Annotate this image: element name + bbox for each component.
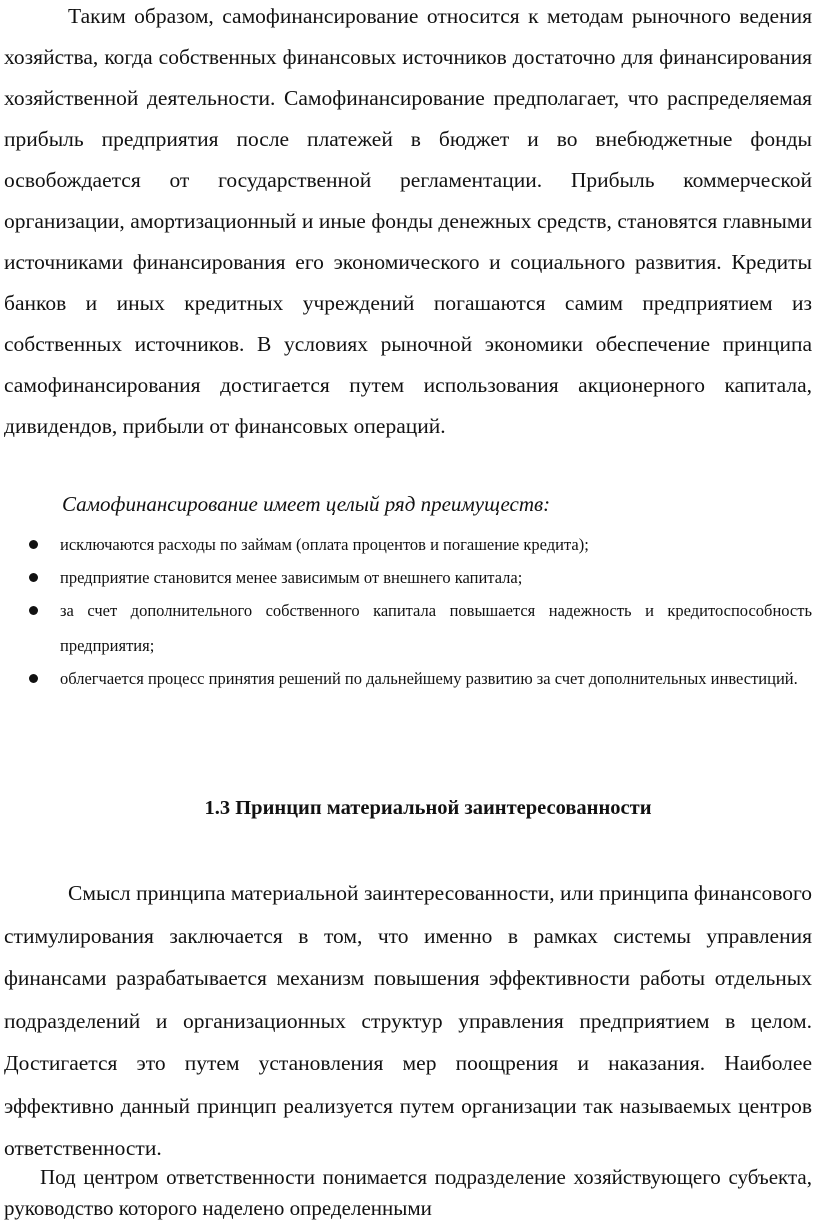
list-item <box>0 661 816 696</box>
bullet-icon <box>29 540 38 549</box>
paragraph-self-financing: Таким образом, самофинансирование относится к методам рыночного ведения хозяйства, когда собственных финансовых источников достаточно для финансирования хозяйственной деятельности. Самофинансирование предполагает, что распределяемая прибыль предприятия после платежей в бюджет и во внебюджетные фонды освобождается от государственной регламентации. Прибыль коммерческой организации, амортизационный и иные фонды денежных средств, становятся главными источниками финансирования его экономического и социального развития. Кредиты банков и иных кредитных учреждений погашаются самим предприятием из собственных источников. В условиях рыночной экономики обеспечение принципа самофинансирования достигается путем использования акционерного капитала, дивидендов, прибыли от финансовых операций. <box>4 4 812 438</box>
list-item-text: исключаются расходы по займам (оплата процентов и погашение кредита); <box>60 535 589 554</box>
advantages-lead: Самофинансирование имеет целый ряд преимуществ: <box>62 492 551 516</box>
paragraph-responsibility-center: Под центром ответственности понимается подразделение хозяйствующего субъекта, руководство которого наделено определенными <box>4 1165 812 1220</box>
advantages-list <box>0 527 816 696</box>
list-item <box>0 593 816 663</box>
list-item-text: за счет дополнительного собственного капитала повышается надежность и кредитоспособность предприятия; <box>60 601 812 655</box>
list-item-text: предприятие становится менее зависимым от внешнего капитала; <box>60 568 523 587</box>
section-heading: 1.3 Принцип материальной заинтересованности <box>204 797 652 819</box>
bullet-icon <box>29 573 38 582</box>
bullet-icon <box>29 674 38 683</box>
list-item-text: облегчается процесс принятия решений по дальнейшему развитию за счет дополнительных инвестиций. <box>60 669 798 688</box>
list-item <box>0 527 816 562</box>
list-item <box>0 560 816 595</box>
paragraph-material-interest: Смысл принципа материальной заинтересованности, или принципа финансового стимулирования заключается в том, что именно в рамках системы управления финансами разрабатывается механизм повышения эффективности работы отдельных подразделений и организационных структур управления предприятием в целом. Достигается это путем установления мер поощрения и наказания. Наиболее эффективно данный принцип реализуется путем организации так называемых центров ответственности. <box>4 881 812 1160</box>
bullet-icon <box>29 606 38 615</box>
